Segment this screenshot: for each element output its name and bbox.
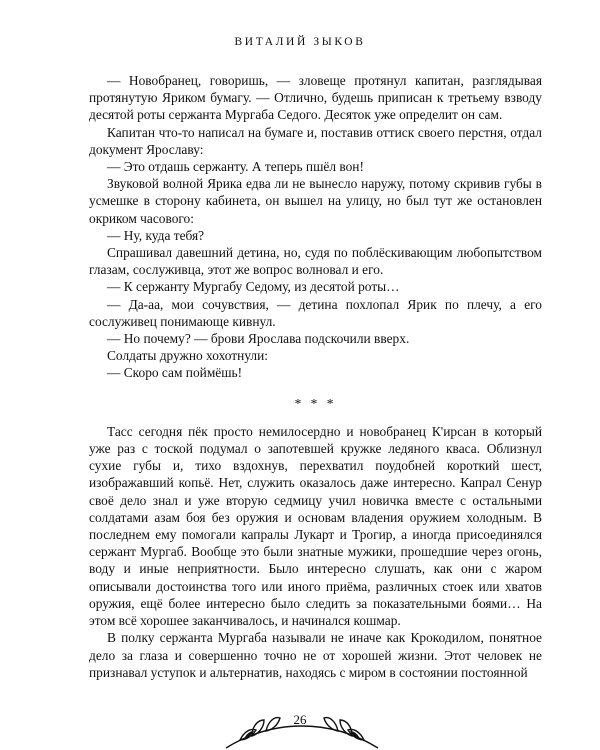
paragraph: — Это отдашь сержанту. А теперь пшёл вон! [107, 159, 364, 175]
paragraph: — Скоро сам поймёшь! [107, 365, 243, 381]
paragraph: В полку сержанта Мургаба называли не иначе как Крокодилом, понятное дело за глаза и совершенно точно не от хорошей жизни. Этот человек не признавал уступок и альтернатив, находясь с миром в состоянии постоянной [89, 630, 542, 680]
running-header: ВИТАЛИЙ ЗЫКОВ [234, 36, 366, 48]
paragraph: Тасс сегодня пёк просто немилосердно и новобранец К'ирсан в который уже раз с тоской подумал о запотевшей кружке ледяного кваса. Облизнул сухие губы и, тихо вздохнув, перехватил поудобней короткий шест, изображавший копьё. Нет, служить оказалось даже интересно. Капрал Сенур своё дело знал и уже вторую седмицу учил новичка вместе с остальными солдатами азам боя без оружия и основам владения оружием холодным. В последнем ему помогали капралы Лукарт и Трогир, а иногда присоединялся сержант Мургаб. Вообще это были знатные мужики, прошедшие через огонь, воду и иные неприятности. Было интересно слушать, как они с жаром описывали достоинства того или иного приёма, различных стоек или хватов оружия, ещё более интересно было следить за показательными боями… На этом всё хорошее заканчивалось, и начинался кошмар. [89, 423, 542, 629]
paragraph: Солдаты дружно хохотнули: [107, 348, 268, 364]
paragraph: — Да-аа, мои сочувствия, — детина похлопал Ярик по плечу, а его сослуживец понимающе кивнул. [89, 296, 542, 329]
paragraph: — Но почему? — брови Ярослава подскочили вверх. [107, 331, 410, 347]
paragraph: Звуковой волной Ярика едва ли не вынесло наружу, потому скривив губы в усмешке в сторону кабинета, он вышел на улицу, но был тут же остановлен окриком часового: [89, 176, 542, 226]
paragraph: — Ну, куда тебя? [107, 227, 205, 243]
paragraph: Спрашивал давешний детина, но, судя по поблёскивающим любопытством глазам, сослуживца, этот же вопрос волновал и его. [89, 245, 542, 278]
paragraph: Капитан что-то написал на бумаге и, поставив оттиск своего перстня, отдал документ Ярославу: [89, 124, 542, 157]
paragraph: — К сержанту Мургабу Седому, из десятой роты… [107, 279, 400, 295]
body-text [89, 72, 542, 681]
page-number: 26 [293, 712, 307, 727]
paragraph: — Новобранец, говоришь, — зловеще протянул капитан, разглядывая протянутую Яриком бумагу. — Отлично, будешь приписан к третьему взводу десятой роты сержанта Мургаба Седого. Десяток уже определит он сам. [89, 73, 542, 123]
section-separator: * * * [294, 395, 337, 411]
